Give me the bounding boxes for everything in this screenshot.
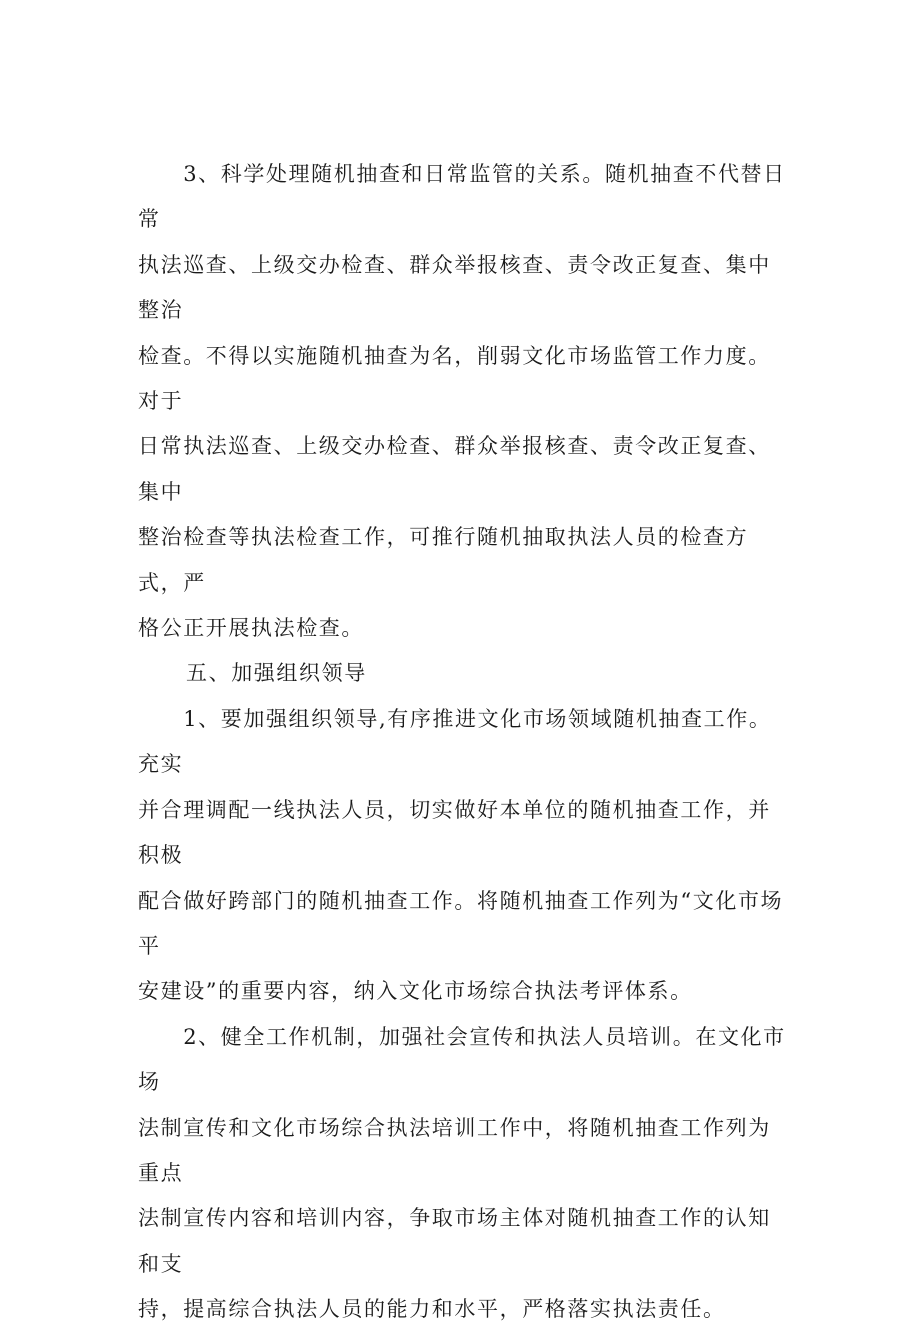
paragraph-item-1: 1、要加强组织领导,有序推进文化市场领域随机抽查工作。充实 并合理调配一线执法人员，切实做好本单位的随机抽查工作，并积极 配合做好跨部门的随机抽查工作。将随机抽查工作列为“文化市场平 安建设”的重要内容，纳入文化市场综合执法考评体系。: [138, 706, 784, 1004]
paragraph-item-2: 2、健全工作机制，加强社会宣传和执法人员培训。在文化市场 法制宣传和文化市场综合执法培训工作中，将随机抽查工作列为重点 法制宣传内容和培训内容，争取市场主体对随机抽查工作的认知和支 持，提高综合执法人员的能力和水平，严格落实执法责任。: [138, 1024, 786, 1322]
section-heading: 五、加强组织领导: [186, 661, 367, 686]
document-body: [138, 152, 788, 1333]
paragraph-item-3: 3、科学处理随机抽查和日常监管的关系。随机抽查不代替日常 执法巡查、上级交办检查、群众举报核查、责令改正复查、集中整治 检查。不得以实施随机抽查为名，削弱文化市场监管工作力度。对于 日常执法巡查、上级交办检查、群众举报核查、责令改正复查、集中 整治检查等执法检查工作，可推行随机抽取执法人员的检查方式，严 格公正开展执法检查。: [138, 162, 786, 641]
